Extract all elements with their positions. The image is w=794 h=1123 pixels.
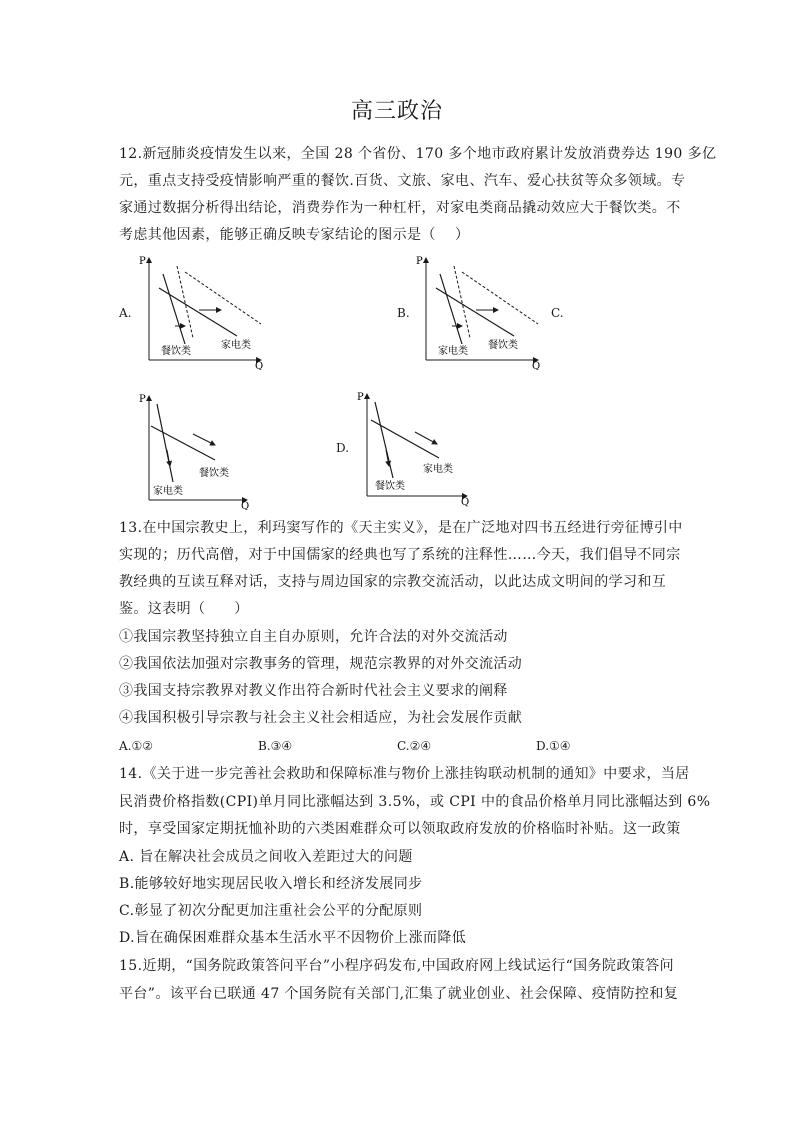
q13-statement-3: ③我国支持宗教界对教义作出符合新时代社会主义要求的阐释 [119,683,508,699]
q12-line-4: 考虑其他因素，能够正确反映专家结论的图示是（ ） [119,227,470,243]
flat-curve-label: 餐饮类 [488,340,518,351]
steep-demand-line [375,402,393,478]
q15-line-2: 平台”。该平台已联通 47 个国务院有关部门,汇集了就业创业、社会保障、疫情防控和复 [119,986,679,1002]
q13-statement-1: ①我国宗教坚持独立自主自办原则，允许合法的对外交流活动 [119,629,508,645]
q12-option-d-label[interactable]: D. [336,441,350,455]
steep-curve-label: 餐饮类 [161,346,191,357]
steep-demand-line [440,274,462,344]
graph-d [353,388,475,510]
flat-curve-label: 餐饮类 [199,468,229,479]
flat-shift-arrow [415,432,437,444]
q12-line-2: 元，重点支持受疫情影响严重的餐饮.百货、文旅、家电、汽车、爱心扶贫等众多领域。专 [119,173,686,189]
q13-line-2: 实现的；历代高僧，对于中国儒家的经典也写了系统的注释性……今天，我们倡导不同宗 [119,547,681,563]
q14-line-2: 民消费价格指数(CPI)单月同比涨幅达到 3.5%，或 CPI 中的食品价格单月同比涨幅达到 6% [119,794,711,810]
q15-line-1: 15.近期，“国务院政策答问平台”小程序码发布,中国政府网上线试运行“国务院政策答问 [119,958,674,974]
flat-curve-label: 家电类 [221,340,251,351]
q13-line-1: 13.在中国宗教史上，利玛窦写作的《天主实义》，是在广泛地对四书五经进行旁征博引中 [119,520,683,536]
q12-line-3: 家通过数据分析得出结论，消费券作为一种杠杆，对家电类商品撬动效应大于餐饮类。不 [119,200,681,216]
q14-line-3: 时，享受国家定期抚恤补助的六类困难群众可以领取政府发放的价格临时补贴。这一政策 [119,821,681,837]
steep-demand-line [157,404,173,482]
flat-shift-arrow [193,434,215,445]
q13-choice-c[interactable]: C.②④ [397,739,432,753]
q13-choice-b[interactable]: B.③④ [258,739,293,753]
page-title: 高三政治 [350,99,443,124]
q12-option-a-label[interactable]: A. [119,306,132,320]
axis-q-label: Q [255,361,264,370]
graph-b [412,252,547,370]
flat-demand-line [436,288,514,336]
q13-statement-4: ④我国积极引导宗教与社会主义社会相适应，为社会发展作贡献 [119,710,523,726]
q12-option-b-label[interactable]: B. [397,306,410,320]
graph-c [135,390,255,510]
axis-q-label: Q [532,361,541,370]
axis-q-label: Q [461,497,470,508]
q14-choice-b[interactable]: B.能够较好地实现居民收入增长和经济发展同步 [119,876,423,892]
steep-curve-label: 家电类 [153,486,183,497]
q14-choice-d[interactable]: D.旨在确保困难群众基本生活水平不因物价上涨而降低 [119,930,467,946]
q13-line-3: 教经典的互读互释对话，支持与周边国家的宗教交流活动，以此达成文明间的学习和互 [119,574,667,590]
q12-option-c-label[interactable]: C. [551,306,564,320]
steep-demand-line [163,274,185,344]
flat-curve-label: 家电类 [423,464,453,475]
q12-line-1: 12.新冠肺炎疫情发生以来，全国 28 个省份、170 多个地市政府累计发放消费券达 190 多亿 [119,146,717,162]
q13-choice-d[interactable]: D.①④ [536,739,571,753]
q14-line-1: 14.《关于进一步完善社会救助和保障标准与物价上涨挂钩联动机制的通知》中要求，当居 [119,766,690,782]
axis-p-label: P [357,392,364,403]
graph-a [135,252,270,370]
axis-p-label: P [139,256,146,267]
steep-shift-arrow [167,450,170,466]
q14-choice-c[interactable]: C.彰显了初次分配更加注重社会公平的分配原则 [119,903,423,919]
q13-statement-2: ②我国依法加强对宗教事务的管理，规范宗教界的对外交流活动 [119,656,523,672]
q14-choice-a[interactable]: A. 旨在解决社会成员之间收入差距过大的问题 [119,849,413,865]
flat-demand-dashed-line [462,272,538,324]
steep-curve-label: 家电类 [438,346,468,357]
q13-choice-a[interactable]: A.①② [119,739,153,753]
steep-curve-label: 餐饮类 [375,481,405,492]
axis-p-label: P [416,256,423,267]
flat-demand-dashed-line [185,272,261,324]
axis-q-label: Q [241,501,250,510]
flat-demand-line [159,288,237,336]
axis-p-label: P [139,394,146,405]
flat-demand-line [151,426,215,460]
q13-line-4: 鉴。这表明（ ） [119,601,249,617]
